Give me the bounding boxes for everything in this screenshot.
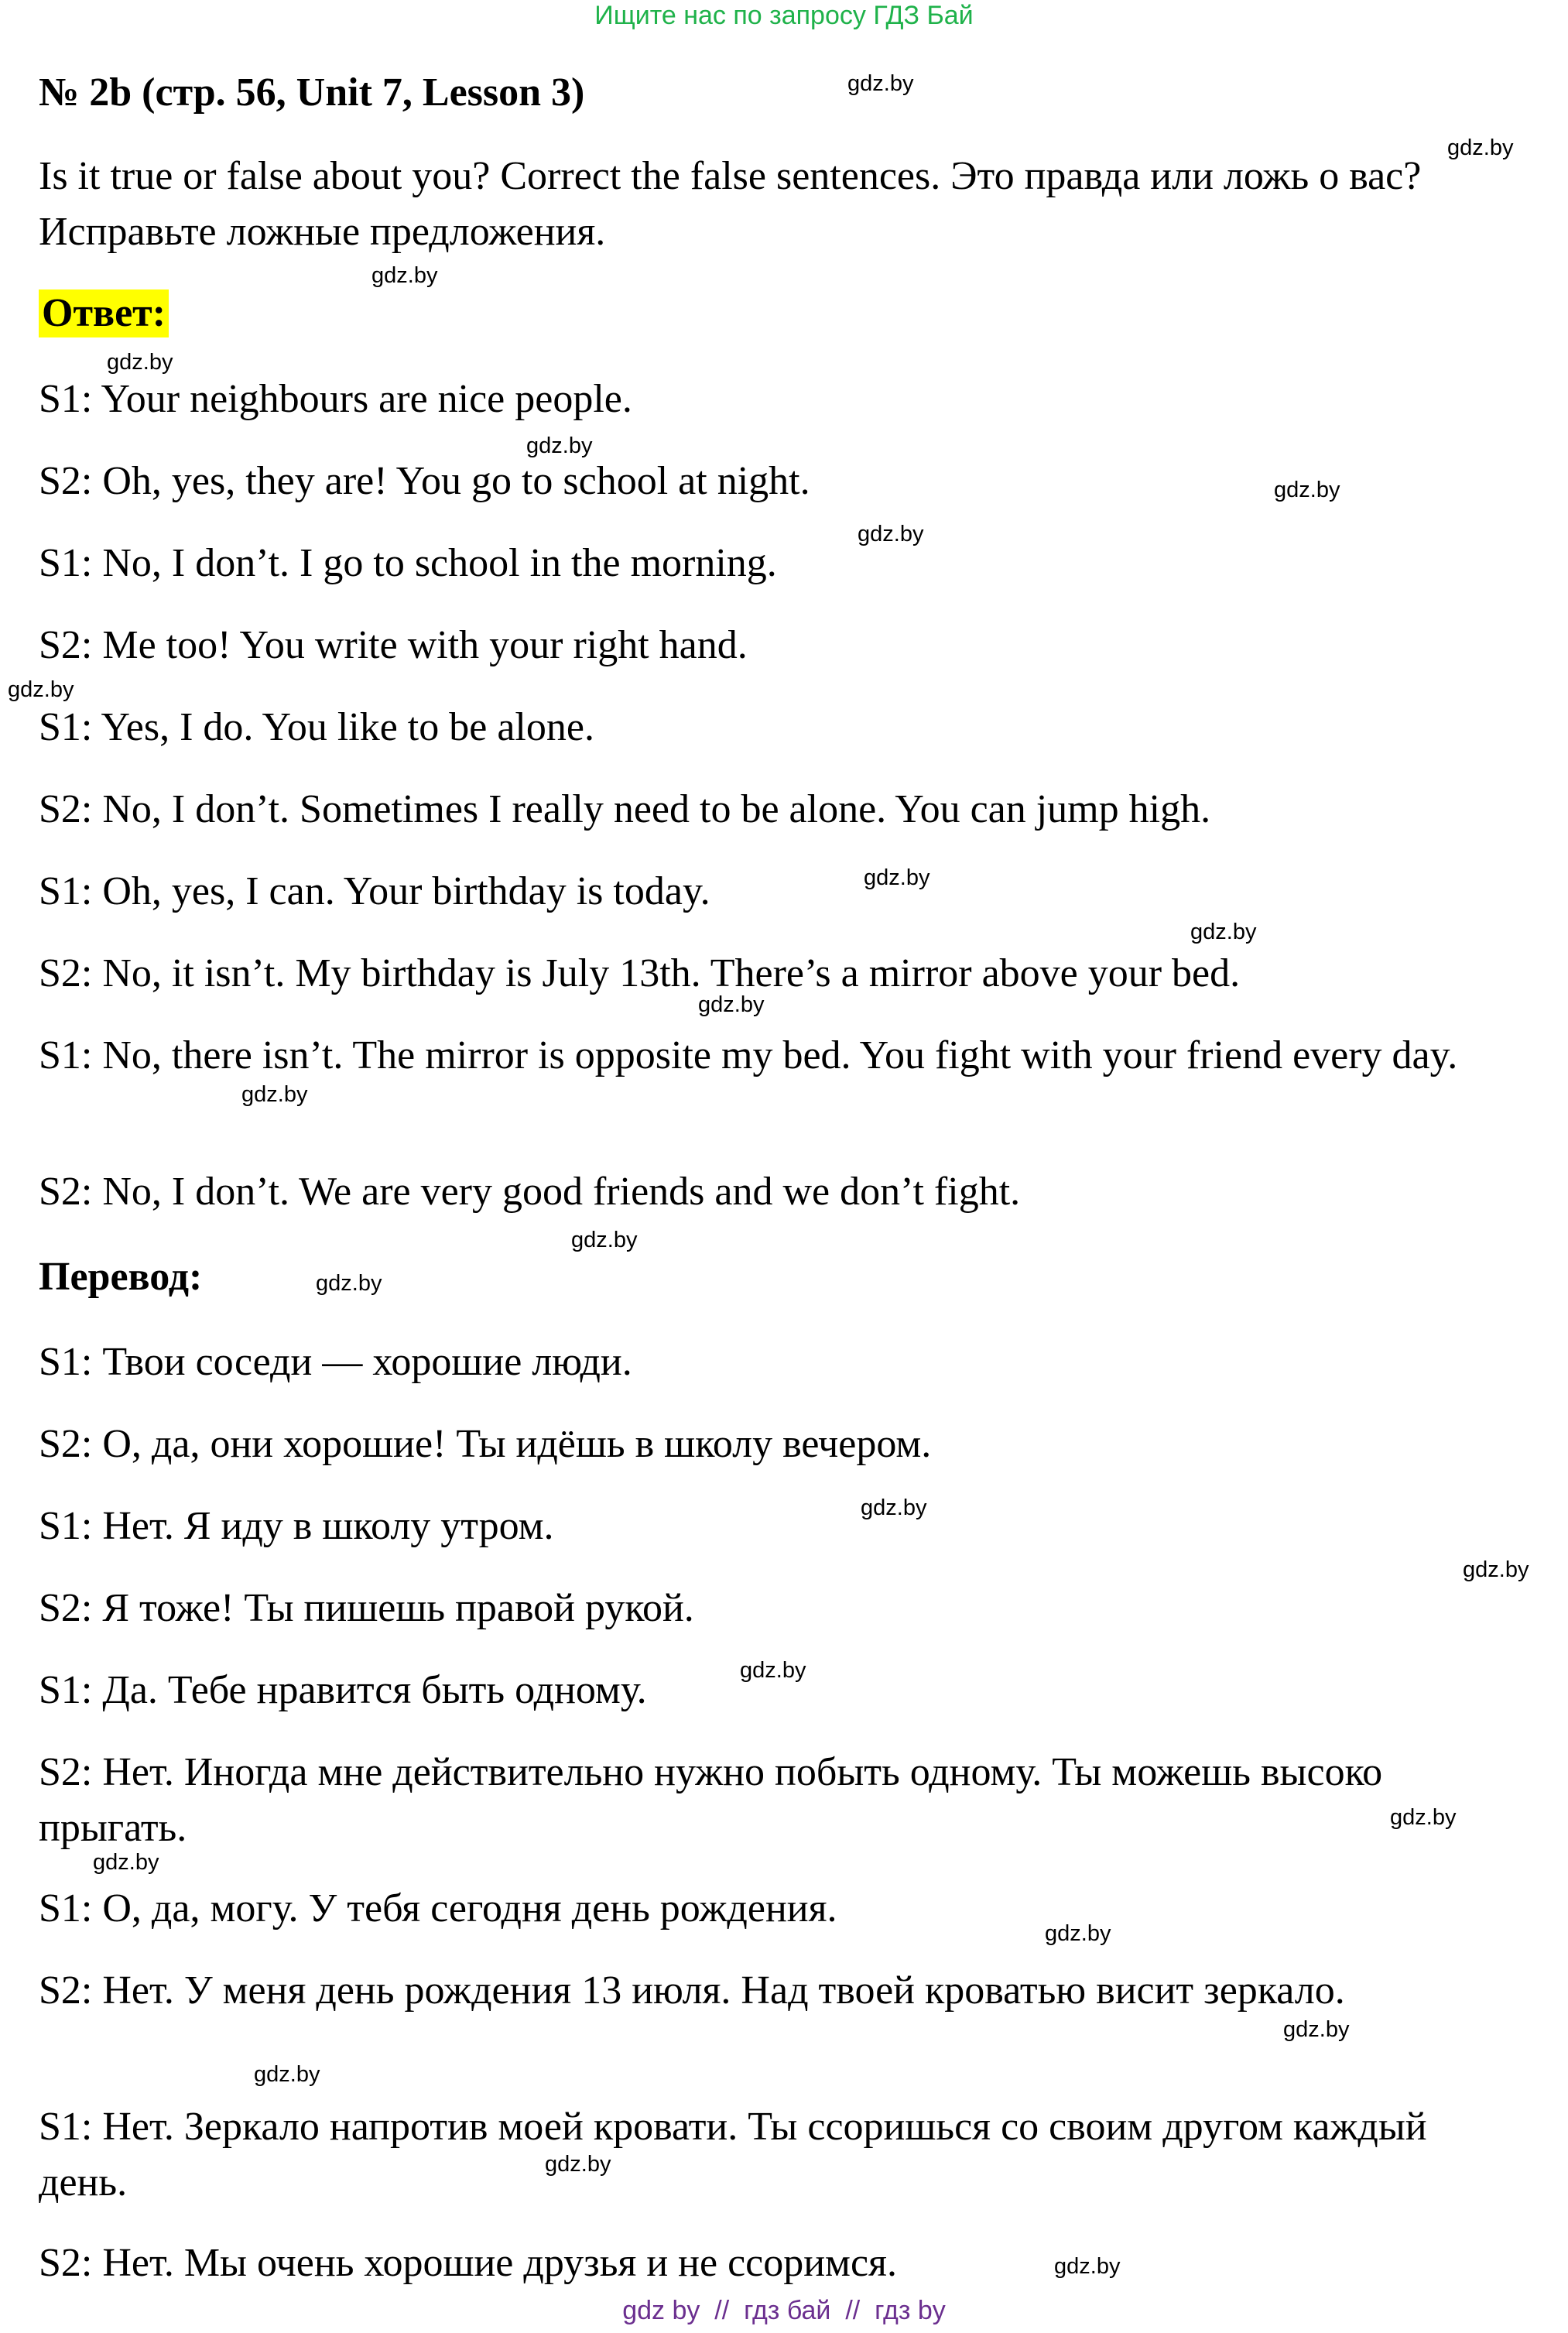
watermark: gdz.by [847, 71, 914, 96]
top-search-banner: Ищите нас по запросу ГДЗ Бай [594, 1, 974, 30]
watermark: gdz.by [254, 2062, 320, 2087]
watermark: gdz.by [1274, 478, 1340, 502]
watermark: gdz.by [858, 522, 924, 546]
dialogue-en-line: S1: No, I don’t. I go to school in the morning. [39, 541, 777, 585]
exercise-instructions: Is it true or false about you? Correct the false sentences. Это правда или ложь о вас? Исправьте ложные предложения. [39, 154, 1422, 254]
watermark: gdz.by [861, 1495, 927, 1520]
dialogue-en-line: S2: No, I don’t. We are very good friends and we don’t fight. [39, 1170, 1021, 1214]
watermark: gdz.by [316, 1271, 382, 1296]
dialogue-en-line: S2: No, I don’t. Sometimes I really need to be alone. You can jump high. [39, 787, 1211, 831]
watermark: gdz.by [571, 1228, 638, 1252]
exercise-title: № 2b (стр. 56, Unit 7, Lesson 3) [39, 70, 585, 115]
watermark: gdz.by [1283, 2017, 1350, 2042]
dialogue-en-line: S2: Me too! You write with your right hand. [39, 623, 748, 667]
dialogue-ru-line: S2: Нет. Мы очень хорошие друзья и не ссоримся. [39, 2241, 897, 2285]
dialogue-en-line: S1: Yes, I do. You like to be alone. [39, 705, 594, 749]
watermark: gdz.by [1054, 2254, 1121, 2279]
watermark: gdz.by [371, 263, 438, 288]
watermark: gdz.by [107, 350, 173, 375]
watermark: gdz.by [1447, 135, 1514, 160]
dialogue-ru-line: S2: Я тоже! Ты пишешь правой рукой. [39, 1586, 694, 1630]
watermark: gdz.by [241, 1082, 308, 1107]
watermark: gdz.by [545, 2152, 611, 2177]
dialogue-ru-line: S1: Твои соседи — хорошие люди. [39, 1340, 632, 1384]
dialogue-ru-line: S2: О, да, они хорошие! Ты идёшь в школу вечером. [39, 1422, 932, 1466]
footer-text: gdz by // гдз бай // гдз by [622, 2296, 946, 2325]
dialogue-en-line: S2: No, it isn’t. My birthday is July 13th. There’s a mirror above your bed. [39, 951, 1241, 995]
dialogue-ru-line: S1: Да. Тебе нравится быть одному. [39, 1668, 647, 1712]
bottom-footer-banner [0, 2295, 1568, 2326]
dialogue-ru-line: S2: Нет. Иногда мне действительно нужно побыть одному. Ты можешь высоко прыгать. [39, 1750, 1383, 1850]
watermark: gdz.by [526, 433, 593, 458]
dialogue-ru-line: S1: Нет. Я иду в школу утром. [39, 1504, 554, 1548]
watermark: gdz.by [864, 865, 930, 890]
watermark: gdz.by [1390, 1805, 1457, 1830]
watermark: gdz.by [698, 992, 765, 1017]
dialogue-en-line: S1: Your neighbours are nice people. [39, 377, 632, 421]
dialogue-en-line: S1: Oh, yes, I can. Your birthday is today. [39, 869, 710, 913]
watermark: gdz.by [740, 1658, 806, 1683]
dialogue-ru-line: S1: Нет. Зеркало напротив моей кровати. Ты ссоришься со своим другом каждый день. [39, 2105, 1427, 2205]
dialogue-ru-line: S1: О, да, могу. У тебя сегодня день рождения. [39, 1886, 837, 1930]
dialogue-en-line: S2: Oh, yes, they are! You go to school at night. [39, 459, 810, 503]
watermark: gdz.by [1190, 920, 1257, 944]
translation-label: Перевод: [39, 1255, 203, 1299]
answer-label: Ответ: [39, 289, 169, 337]
watermark: gdz.by [1463, 1557, 1529, 1582]
watermark: gdz.by [1045, 1921, 1111, 1946]
dialogue-ru-line: S2: Нет. У меня день рождения 13 июля. Над твоей кроватью висит зеркало. [39, 1968, 1345, 2013]
watermark: gdz.by [8, 677, 74, 702]
dialogue-en-line: S1: No, there isn’t. The mirror is opposite my bed. You fight with your friend every day. [39, 1033, 1458, 1077]
watermark: gdz.by [93, 1850, 159, 1875]
